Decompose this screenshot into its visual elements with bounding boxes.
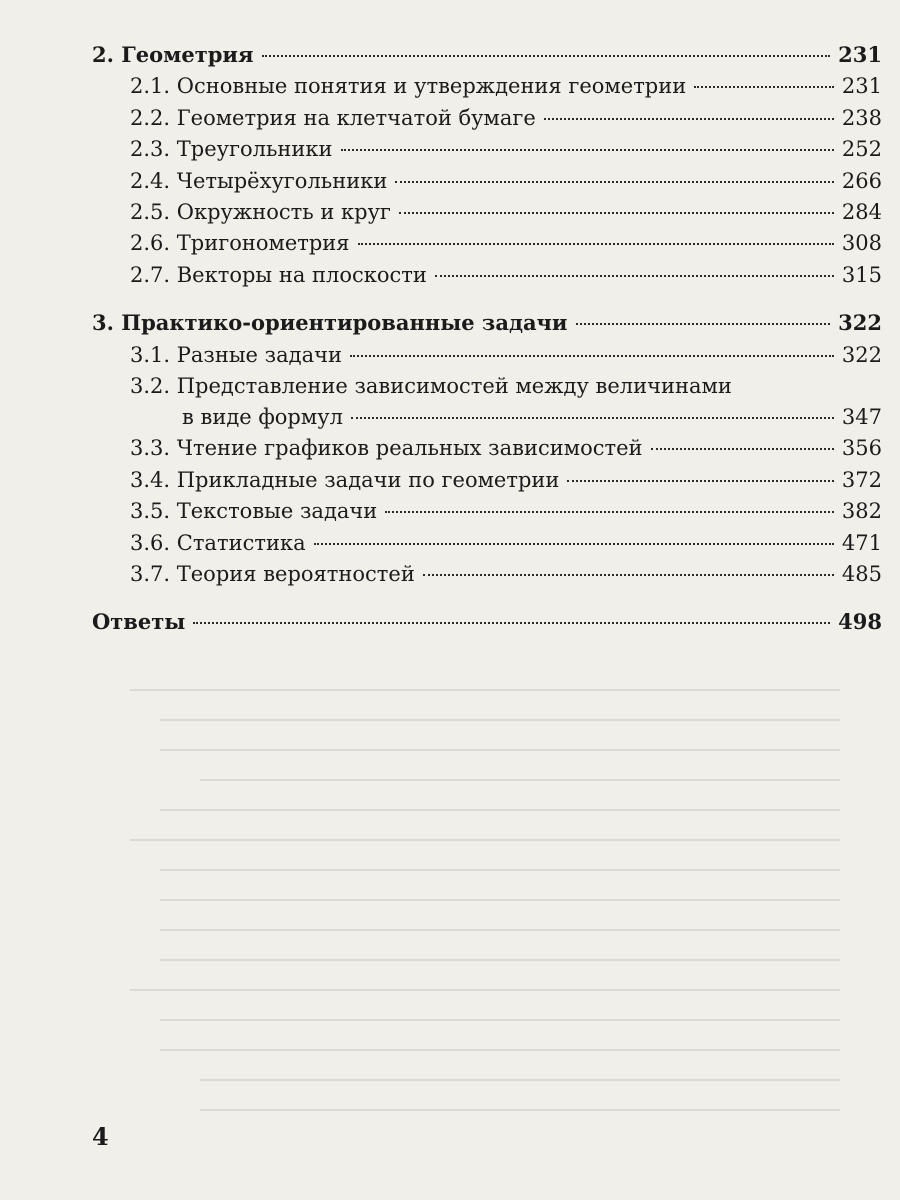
dot-leader — [262, 55, 831, 57]
toc-entry-title: Ответы — [92, 609, 186, 634]
toc-entry-triangles[interactable] — [130, 134, 882, 164]
toc-entry-title: 2.2. Геометрия на клетчатой бумаге — [130, 106, 536, 130]
toc-entry-page: 284 — [841, 200, 882, 224]
dot-leader — [435, 275, 834, 277]
toc-entry-page: 372 — [841, 468, 882, 492]
toc-entry-title-line1: 3.2. Представление зависимостей между величинами — [130, 374, 732, 398]
toc-entry-page: 485 — [841, 562, 882, 586]
toc-entry-answers[interactable] — [92, 607, 882, 637]
toc-entry-vectors[interactable] — [130, 260, 882, 290]
page-number: 4 — [92, 1122, 109, 1151]
toc-entry-page: 382 — [841, 499, 882, 523]
toc-entry-page: 356 — [841, 436, 882, 460]
toc-entry-title: 2.7. Векторы на плоскости — [130, 263, 427, 287]
toc-entry-title: 2.5. Окружность и круг — [130, 200, 391, 224]
toc-entry-title: 3.4. Прикладные задачи по геометрии — [130, 468, 560, 492]
toc-entry-grid-paper[interactable] — [130, 103, 882, 133]
toc-entry-page: 322 — [838, 310, 882, 335]
dot-leader — [423, 574, 834, 576]
toc-entry-page: 266 — [841, 169, 882, 193]
dot-leader — [350, 355, 834, 357]
toc-entry-title: 2.1. Основные понятия и утверждения геометрии — [130, 74, 687, 98]
toc-entry-circle[interactable] — [130, 197, 882, 227]
toc-entry-page: 498 — [838, 609, 882, 634]
toc-entry-title: 2. Геометрия — [92, 42, 254, 67]
toc-entry-word-problems[interactable] — [130, 496, 882, 526]
toc-entry-page: 231 — [838, 42, 882, 67]
dot-leader — [341, 149, 834, 151]
dot-leader — [193, 622, 830, 624]
dot-leader — [544, 118, 834, 120]
dot-leader — [576, 323, 831, 325]
toc-entry-various-tasks[interactable] — [130, 340, 882, 370]
toc-entry-page: 308 — [841, 231, 882, 255]
dot-leader — [694, 86, 834, 88]
toc-entry-trigonometry[interactable] — [130, 228, 882, 258]
dot-leader — [358, 243, 834, 245]
toc-entry-page: 238 — [841, 106, 882, 130]
toc-entry-page: 322 — [841, 343, 882, 367]
toc-entry-page: 231 — [841, 74, 882, 98]
toc-entry-page: 347 — [841, 405, 882, 429]
dot-leader — [651, 448, 834, 450]
toc-entry-title: 2.4. Четырёхугольники — [130, 169, 388, 193]
toc-entry-page: 252 — [841, 137, 882, 161]
toc-entry-title: 3.3. Чтение графиков реальных зависимостей — [130, 436, 643, 460]
toc-entry-geometry[interactable] — [92, 40, 882, 70]
dot-leader — [399, 212, 834, 214]
toc-entry-title: 3.7. Теория вероятностей — [130, 562, 415, 586]
dot-leader — [395, 181, 834, 183]
toc-entry-reading-graphs[interactable] — [130, 433, 882, 463]
toc-entry-probability[interactable] — [130, 559, 882, 589]
toc-entry-basic-concepts[interactable] — [130, 71, 882, 101]
toc-entry-applied-geometry[interactable] — [130, 465, 882, 495]
dot-leader — [385, 511, 834, 513]
toc-entry-quadrilaterals[interactable] — [130, 166, 882, 196]
toc-entry-title: 2.3. Треугольники — [130, 137, 333, 161]
toc-entry-title: 2.6. Тригонометрия — [130, 231, 350, 255]
toc-entry-title: 3.6. Статистика — [130, 531, 306, 555]
toc-entry-dependencies-formulas[interactable] — [182, 402, 882, 432]
toc-entry-title: 3.1. Разные задачи — [130, 343, 342, 367]
dot-leader — [567, 480, 833, 482]
dot-leader — [314, 543, 834, 545]
toc-entry-page: 315 — [841, 263, 882, 287]
toc-entry-title-continuation: в виде формул — [182, 405, 343, 429]
dot-leader — [351, 417, 834, 419]
toc-entry-page: 471 — [841, 531, 882, 555]
toc-entry-title: 3.5. Текстовые задачи — [130, 499, 378, 523]
toc-entry-practical-tasks[interactable] — [92, 308, 882, 338]
toc-entry-title: 3. Практико-ориентированные задачи — [92, 310, 568, 335]
toc-entry-statistics[interactable] — [130, 528, 882, 558]
